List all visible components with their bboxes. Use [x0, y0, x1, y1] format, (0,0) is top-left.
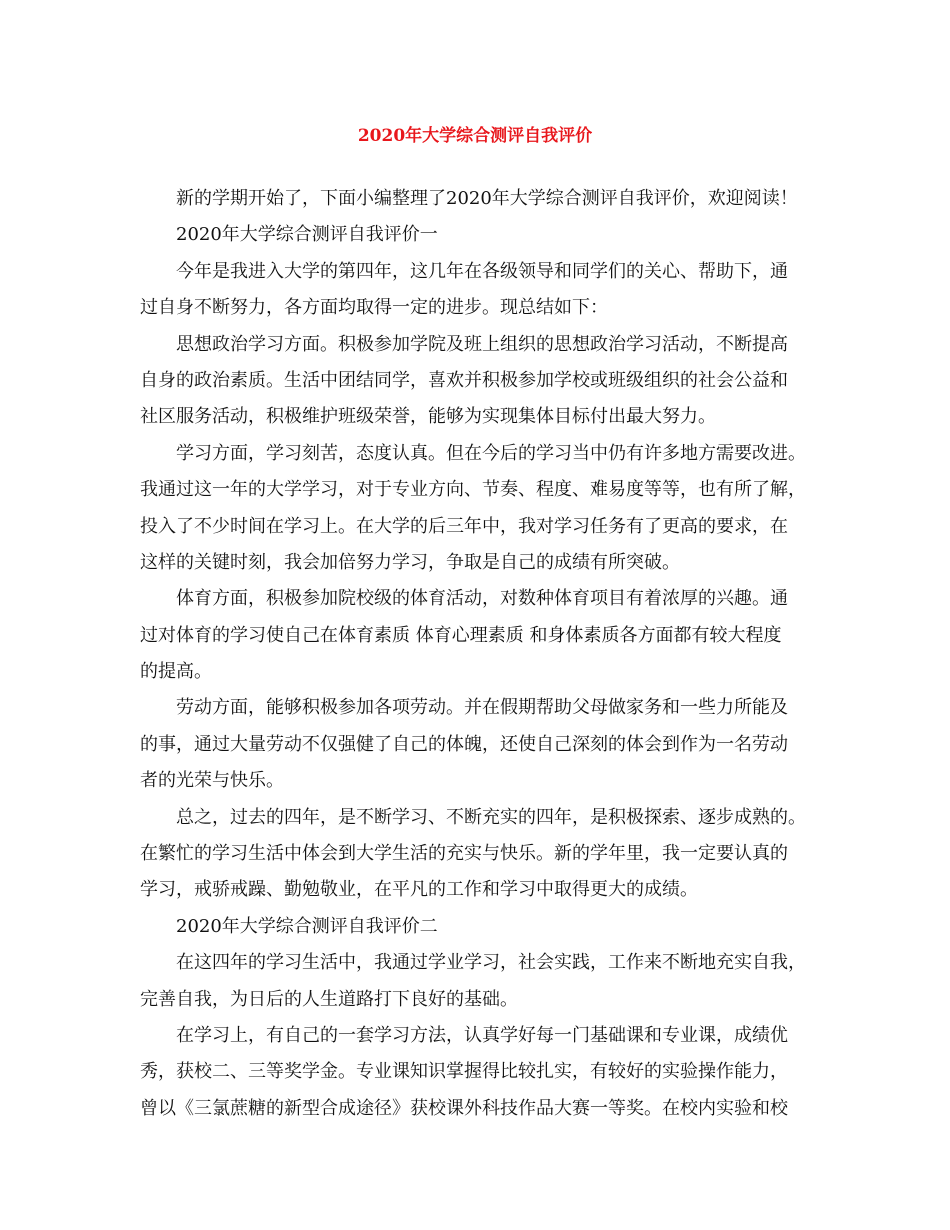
text-line: 我通过这一年的大学学习，对于专业方向、节奏、程度、难易度等等，也有所了解， — [140, 479, 806, 501]
text-line: 今年是我进入大学的第四年，这几年在各级领导和同学们的关心、帮助下，通 — [176, 260, 788, 282]
text-line: 2020年大学综合测评自我评价一 — [176, 224, 438, 246]
text-line: 过自身不断努力，各方面均取得一定的进步。现总结如下： — [140, 297, 608, 319]
text-line: 思想政治学习方面。积极参加学院及班上组织的思想政治学习活动，不断提高 — [176, 333, 788, 355]
text-line: 体育方面，积极参加院校级的体育活动，对数种体育项目有着浓厚的兴趣。通 — [176, 588, 788, 610]
text-line: 劳动方面，能够积极参加各项劳动。并在假期帮助父母做家务和一些力所能及 — [176, 697, 788, 719]
text-line: 秀，获校二、三等奖学金。专业课知识掌握得比较扎实，有较好的实验操作能力， — [140, 1061, 788, 1083]
text-line: 2020年大学综合测评自我评价二 — [176, 915, 438, 937]
text-line: 的事，通过大量劳动不仅强健了自己的体魄，还使自己深刻的体会到作为一名劳动 — [140, 733, 788, 755]
document-body — [140, 181, 812, 1127]
text-line: 新的学期开始了，下面小编整理了2020年大学综合测评自我评价，欢迎阅读！ — [176, 188, 798, 209]
text-line: 学习方面，学习刻苦，态度认真。但在今后的学习当中仍有许多地方需要改进。 — [176, 442, 806, 464]
text-line: 者的光荣与快乐。 — [140, 770, 284, 792]
text-line: 在这四年的学习生活中，我通过学业学习，社会实践，工作来不断地充实自我， — [176, 952, 806, 974]
text-line: 过对体育的学习使自己在体育素质 体育心理素质 和身体素质各方面都有较大程度 — [140, 624, 782, 646]
text-line: 总之，过去的四年，是不断学习、不断充实的四年，是积极探索、逐步成熟的。 — [176, 806, 806, 828]
page-title: 2020年大学综合测评自我评价 — [357, 126, 593, 146]
text-line: 这样的关键时刻，我会加倍努力学习，争取是自己的成绩有所突破。 — [140, 551, 680, 573]
text-line: 在学习上，有自己的一套学习方法，认真学好每一门基础课和专业课，成绩优 — [176, 1024, 788, 1046]
text-line: 社区服务活动，积极维护班级荣誉，能够为实现集体目标付出最大努力。 — [140, 406, 716, 428]
text-line: 在繁忙的学习生活中体会到大学生活的充实与快乐。新的学年里，我一定要认真的 — [140, 843, 788, 865]
text-line: 学习，戒骄戒躁、勤勉敬业，在平凡的工作和学习中取得更大的成绩。 — [140, 879, 698, 901]
text-line: 曾以《三氯蔗糖的新型合成途径》获校课外科技作品大赛一等奖。在校内实验和校 — [140, 1097, 788, 1119]
text-line: 自身的政治素质。生活中团结同学，喜欢并积极参加学校或班级组织的社会公益和 — [140, 369, 788, 391]
text-line: 投入了不少时间在学习上。在大学的后三年中，我对学习任务有了更高的要求，在 — [140, 515, 788, 537]
text-line: 完善自我，为日后的人生道路打下良好的基础。 — [140, 988, 518, 1010]
text-line: 的提高。 — [140, 661, 212, 683]
